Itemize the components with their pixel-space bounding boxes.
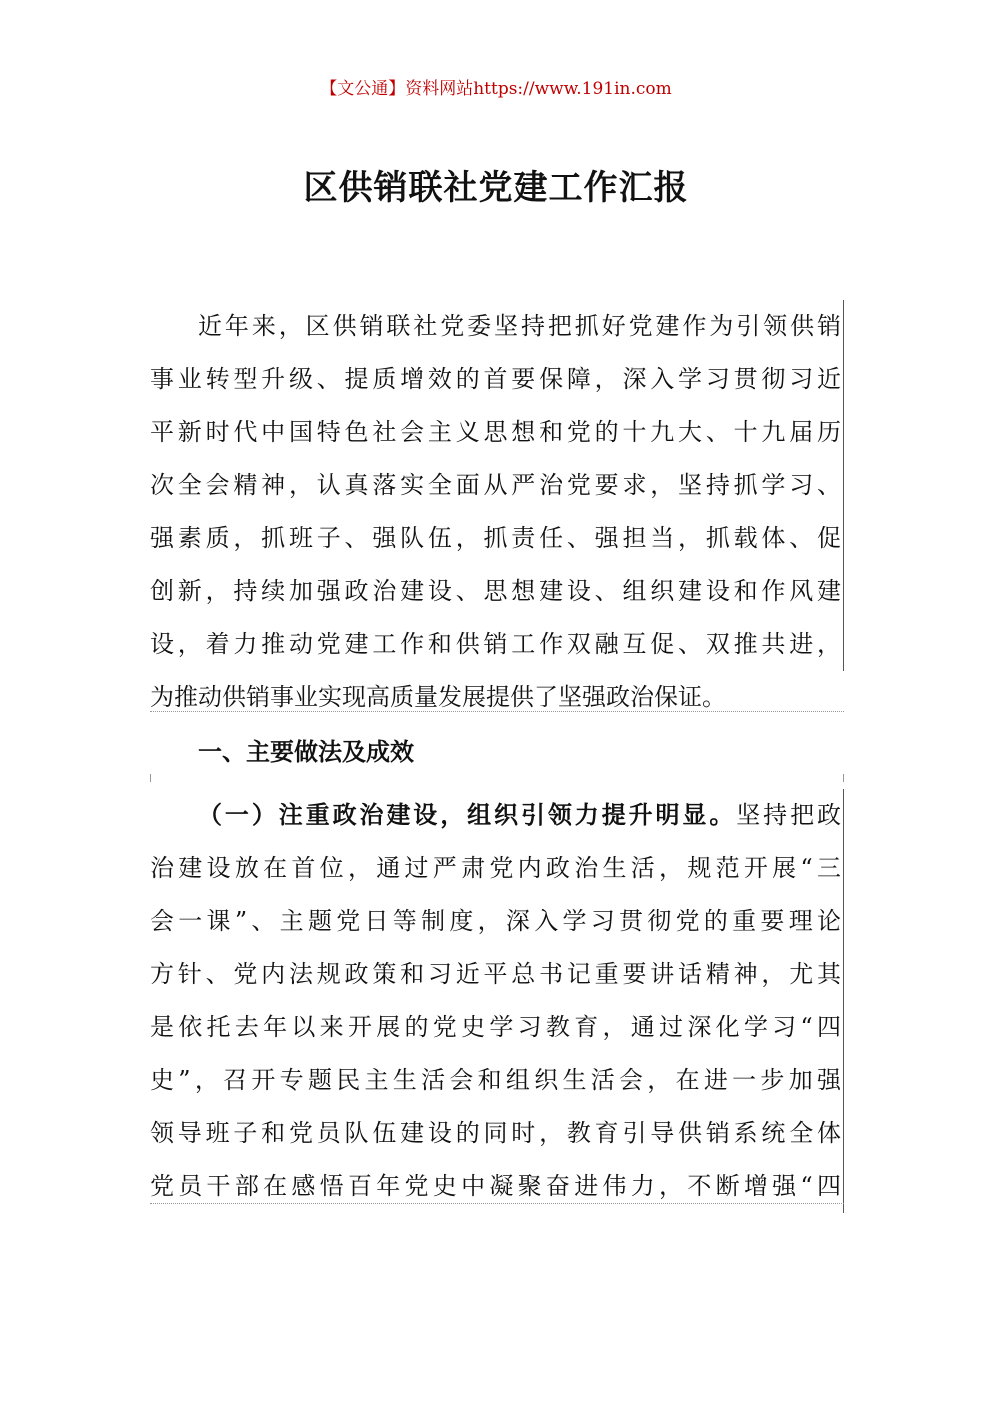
paragraph-line: 党员干部在感悟百年党史中凝聚奋进伟力，不断增强“四	[150, 1160, 844, 1213]
paragraph-line: 领导班子和党员队伍建设的同时，教育引导供销系统全体	[150, 1107, 844, 1160]
margin-tick	[843, 774, 844, 782]
page-bottom-divider	[150, 1203, 844, 1204]
paragraph-line: 近年来，区供销联社党委坚持把抓好党建作为引领供销	[150, 300, 844, 353]
paragraph-line: 为推动供销事业实现高质量发展提供了坚强政治保证。	[150, 683, 726, 711]
paragraph-line: 是依托去年以来开展的党史学习教育，通过深化学习“四	[150, 1001, 844, 1054]
paragraph-line: 史”，召开专题民主生活会和组织生活会，在进一步加强	[150, 1054, 844, 1107]
source-header: 【文公通】资料网站https://www.191in.com	[320, 79, 672, 99]
paragraph-line: 会一课”、主题党日等制度，深入学习贯彻党的重要理论	[150, 895, 844, 948]
section-heading: 一、主要做法及成效	[198, 738, 414, 766]
paragraph-intro	[150, 300, 844, 724]
paragraph-line: 强素质，抓班子、强队伍，抓责任、强担当，抓载体、促	[150, 512, 844, 565]
paragraph-line	[150, 789, 844, 842]
paragraph-line: 创新，持续加强政治建设、思想建设、组织建设和作风建	[150, 565, 844, 618]
paragraph-line: 设，着力推动党建工作和供销工作双融互促、双推共进，	[150, 618, 844, 671]
margin-tick	[150, 774, 151, 782]
paragraph-line: 次全会精神，认真落实全面从严治党要求，坚持抓学习、	[150, 459, 844, 512]
paragraph-line-rest: 坚持把政	[736, 801, 842, 829]
paragraph-line: 方针、党内法规政策和习近平总书记重要讲话精神，尤其	[150, 948, 844, 1001]
paragraph-line: 事业转型升级、提质增效的首要保障，深入学习贯彻习近	[150, 353, 844, 406]
paragraph-section-1-1	[150, 789, 844, 1213]
paragraph-line: 治建设放在首位，通过严肃党内政治生活，规范开展“三	[150, 842, 844, 895]
subsection-heading: （一）注重政治建设，组织引领力提升明显。	[198, 801, 737, 829]
paragraph-line: 平新时代中国特色社会主义思想和党的十九大、十九届历	[150, 406, 844, 459]
paragraph-divider	[150, 711, 844, 712]
document-title: 区供销联社党建工作汇报	[303, 168, 689, 208]
